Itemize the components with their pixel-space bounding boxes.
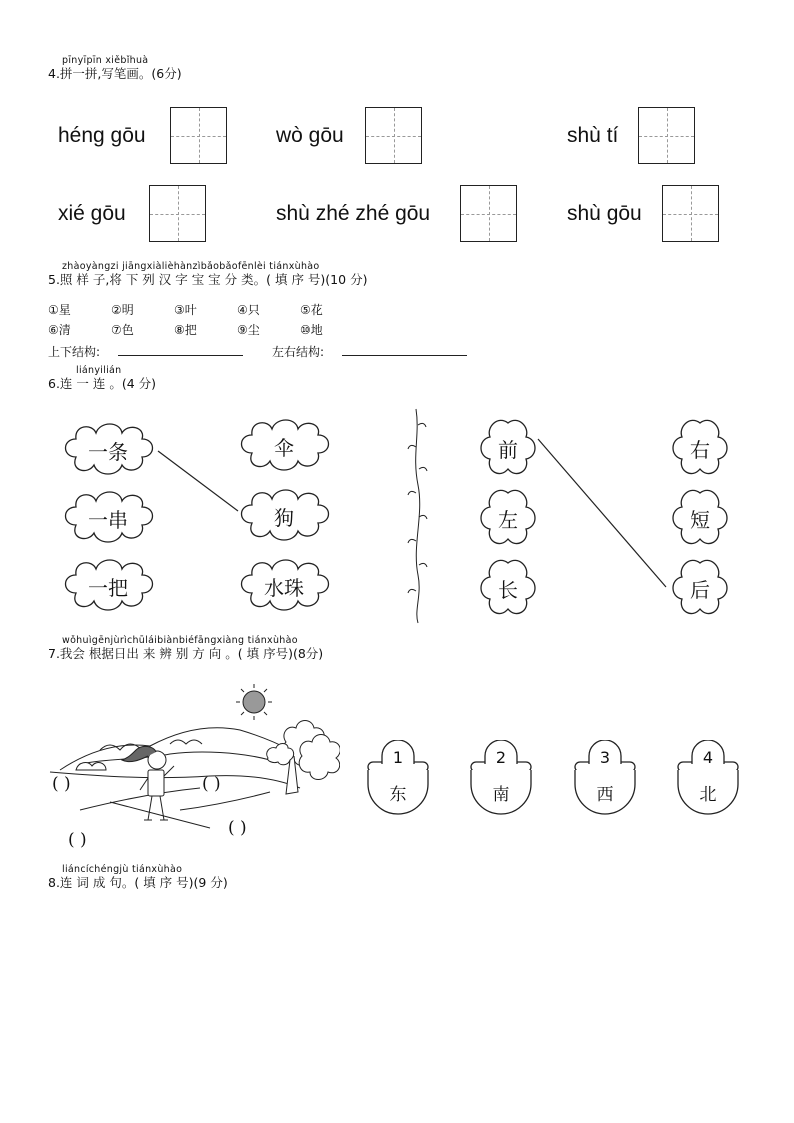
writing-grid-2[interactable] xyxy=(365,107,422,164)
flower-label-5: 短 xyxy=(690,508,710,532)
bush-icon xyxy=(76,763,106,770)
direction-label-2: 南 xyxy=(492,785,510,805)
writing-grid-1[interactable] xyxy=(170,107,227,164)
flower-label-3: 长 xyxy=(498,578,518,602)
tree-icon xyxy=(267,721,340,795)
q5-answer-left-right[interactable] xyxy=(342,341,467,356)
writing-grid-6[interactable] xyxy=(662,185,719,242)
q6-title: 6.连 一 连 。(4 分) xyxy=(48,376,157,391)
flower-label-1: 前 xyxy=(498,438,518,462)
q7-pinyin: wǒhuìgēnjùrìchūláibiànbiéfāngxiàng tiánxùhào xyxy=(62,635,298,646)
q4-item-6: shù gōu xyxy=(567,202,642,225)
q5-option-2: ②明 xyxy=(111,303,134,317)
flower-label-4: 右 xyxy=(690,438,710,462)
direction-number-3: 3 xyxy=(599,748,611,767)
q4-item-4: xié gōu xyxy=(58,202,126,225)
q5-title: 5.照 样 子,将 下 列 汉 字 宝 宝 分 类。( 填 序 号)(10 分) xyxy=(48,272,368,287)
direction-number-1: 1 xyxy=(392,748,404,767)
q6-pinyin: liányilián xyxy=(76,365,122,376)
flower-label-2: 左 xyxy=(498,508,518,532)
q4-item-1: héng gōu xyxy=(58,124,146,147)
writing-grid-3[interactable] xyxy=(638,107,695,164)
cloud-label-6: 水珠 xyxy=(264,576,304,600)
match-line-left xyxy=(158,451,238,511)
vine-divider-icon xyxy=(408,409,427,623)
direction-answer-4[interactable]: ( ) xyxy=(228,818,247,838)
direction-answer-2[interactable]: ( ) xyxy=(202,774,221,794)
q5-option-4: ④只 xyxy=(237,303,260,317)
child-figure-icon xyxy=(122,746,174,820)
q4-pinyin: pīnyīpīn xiěbǐhuà xyxy=(62,55,149,66)
q5-option-3: ③叶 xyxy=(174,303,197,317)
direction-answer-1[interactable]: ( ) xyxy=(52,774,71,794)
q4-item-5: shù zhé zhé gōu xyxy=(276,202,431,225)
cloud-label-2: 一串 xyxy=(88,508,128,532)
q8-pinyin: liáncíchéngjù tiánxùhào xyxy=(62,864,183,875)
cloud-label-4: 伞 xyxy=(274,436,294,460)
ground-icon xyxy=(50,772,300,828)
q5-pinyin: zhàoyàngzi jiāngxiàlièhànzìbǎobǎofēnlèi tiánxùhào xyxy=(62,261,320,272)
writing-grid-5[interactable] xyxy=(460,185,517,242)
direction-number-2: 2 xyxy=(495,748,507,767)
q5-option-9: ⑨尘 xyxy=(237,323,260,337)
direction-label-1: 东 xyxy=(389,785,407,805)
direction-answer-3[interactable]: ( ) xyxy=(68,830,87,850)
direction-label-4: 北 xyxy=(699,785,717,805)
direction-number-4: 4 xyxy=(702,748,714,767)
q8-title: 8.连 词 成 句。( 填 序 号)(9 分) xyxy=(48,875,228,890)
q4-title: 4.拼一拼,写笔画。(6分) xyxy=(48,66,182,81)
q5-label-up-down: 上下结构: xyxy=(48,345,101,359)
sun-icon xyxy=(236,684,272,720)
q5-option-5: ⑤花 xyxy=(300,303,323,317)
q4-item-2: wò gōu xyxy=(276,124,344,147)
match-line-right xyxy=(538,439,666,587)
direction-label-3: 西 xyxy=(596,785,614,805)
q5-option-7: ⑦色 xyxy=(111,323,134,337)
flower-label-6: 后 xyxy=(690,578,710,602)
q5-option-8: ⑧把 xyxy=(174,323,197,337)
cloud-label-5: 狗 xyxy=(274,506,294,530)
cloud-label-3: 一把 xyxy=(88,576,128,600)
q5-option-1: ①星 xyxy=(48,303,71,317)
cloud-label-1: 一条 xyxy=(88,440,128,464)
q5-option-10: ⑩地 xyxy=(300,323,323,337)
q7-title: 7.我会 根据日出 来 辨 别 方 向 。( 填 序号)(8分) xyxy=(48,646,324,661)
q4-item-3: shù tí xyxy=(567,124,619,147)
q5-answer-up-down[interactable] xyxy=(118,341,243,356)
writing-grid-4[interactable] xyxy=(149,185,206,242)
q5-option-6: ⑥清 xyxy=(48,323,71,337)
q5-label-left-right: 左右结构: xyxy=(272,345,325,359)
